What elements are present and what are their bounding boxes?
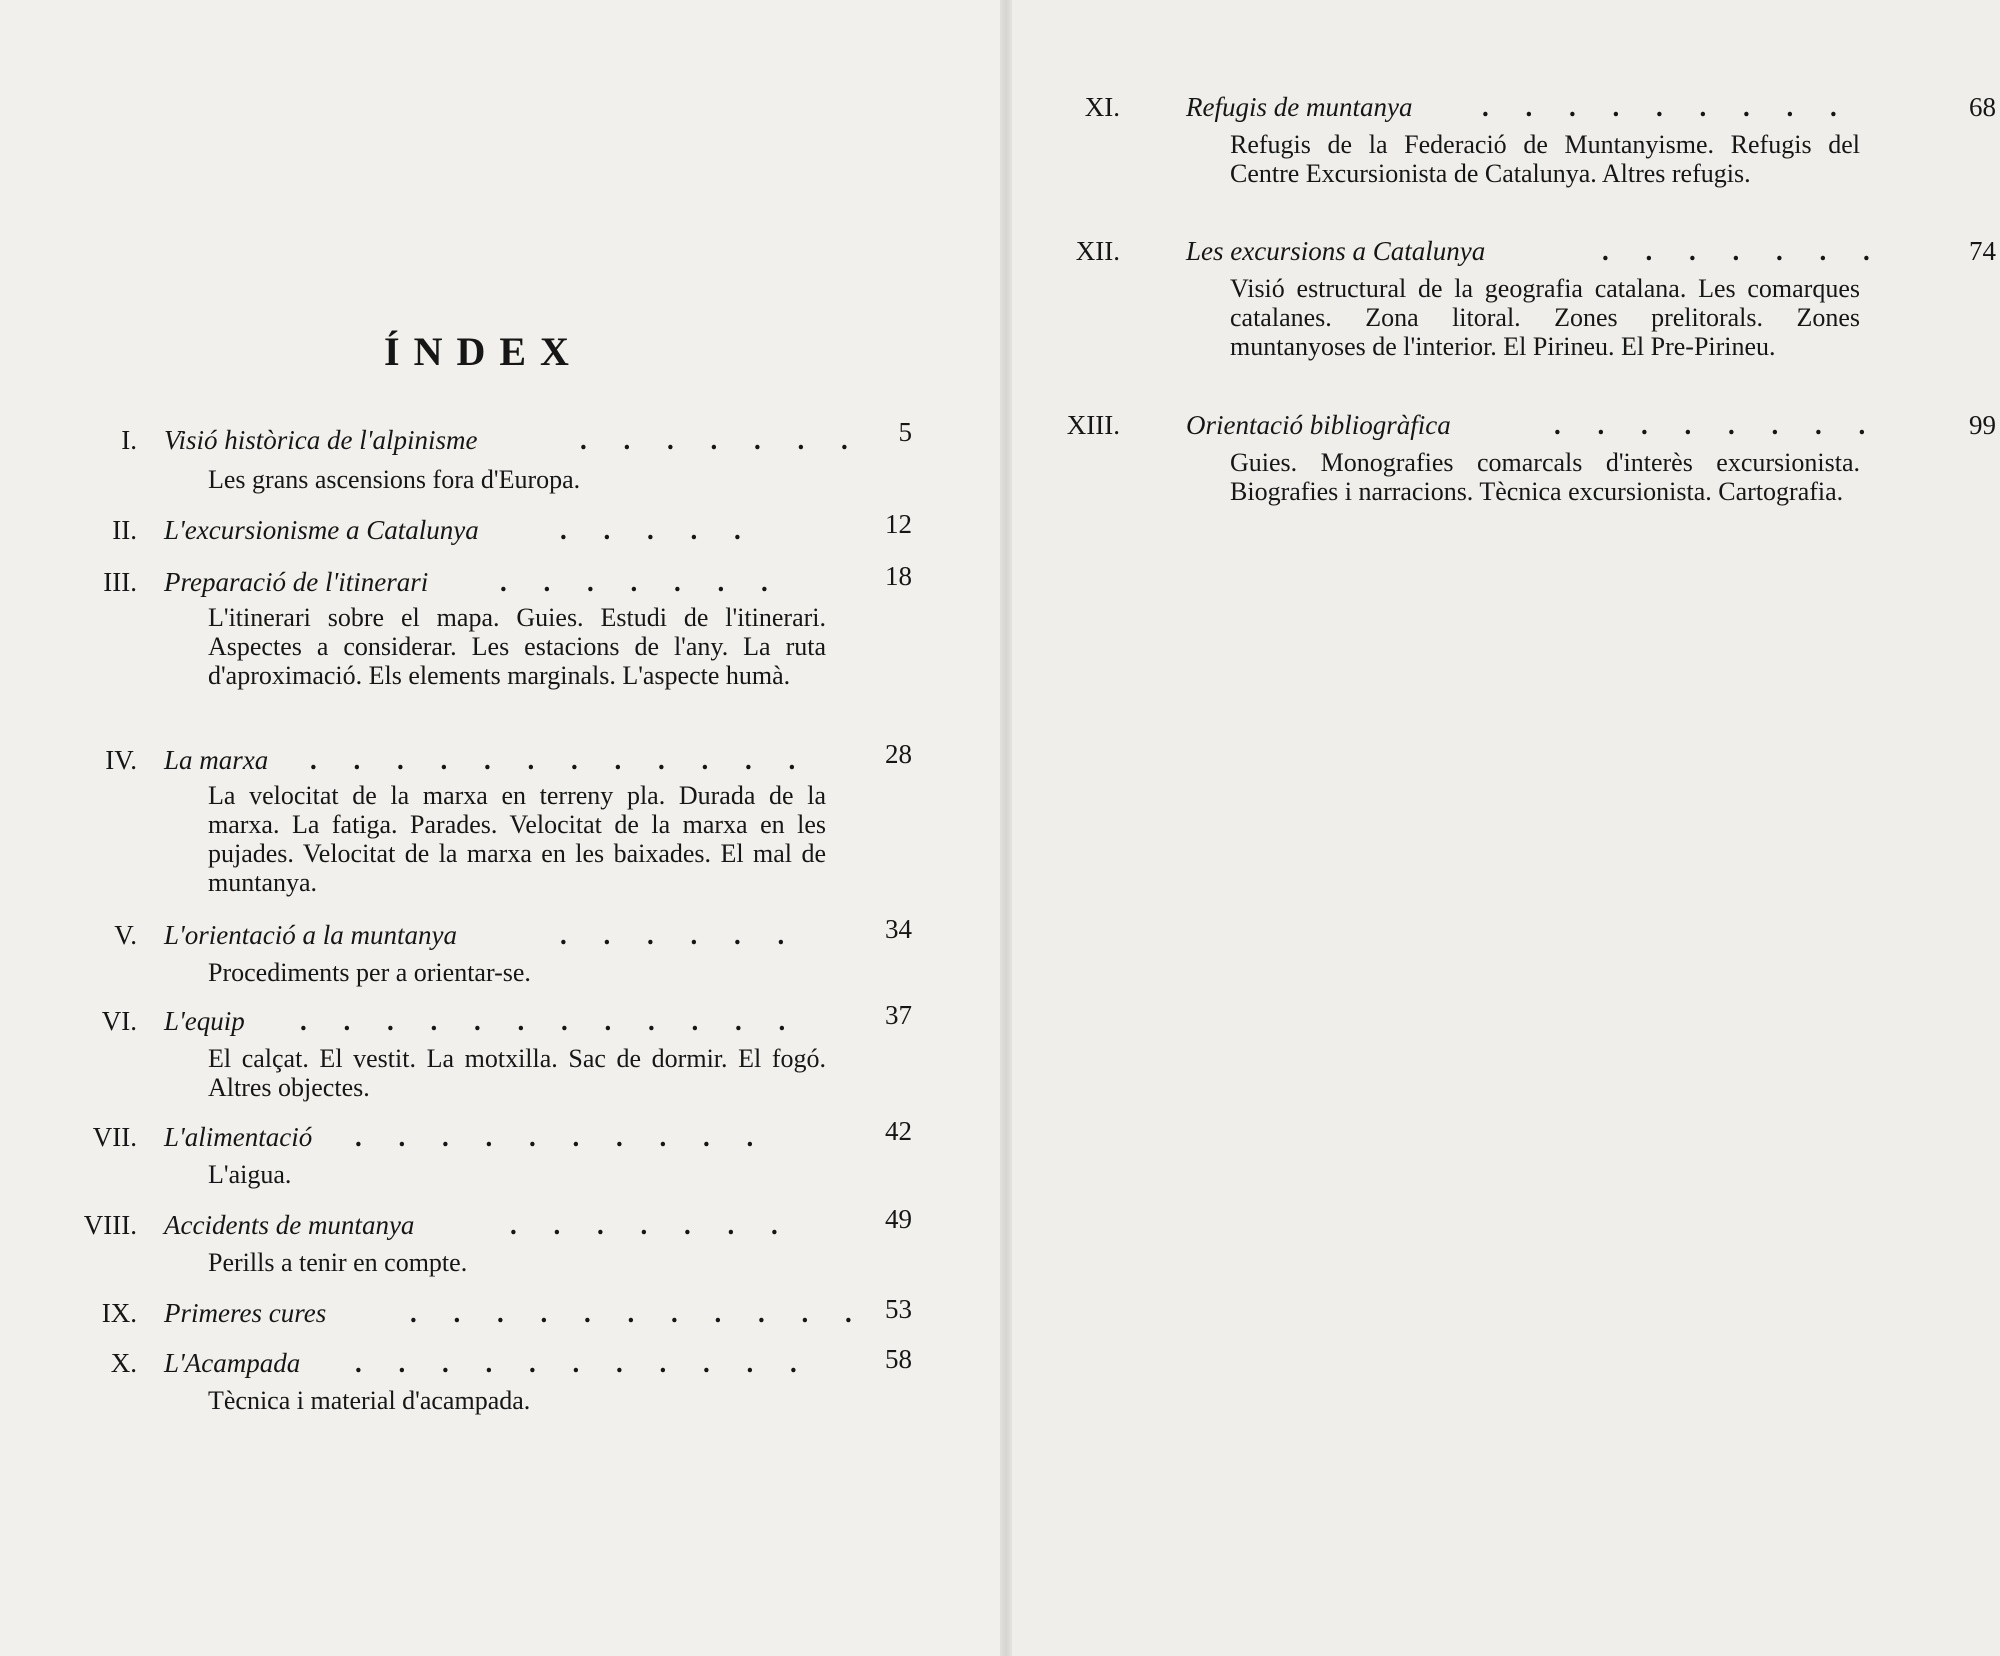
- chapter-number: II.: [112, 515, 137, 545]
- chapter-description: Guies. Monografies comarcals d'interès excursionista. Biografies i narracions. Tècnica excursionista. Cartografia.: [1230, 448, 1860, 506]
- leader-dots: . . . . . . . . . . . .: [310, 745, 811, 775]
- leader-dots: . . . . . . .: [580, 425, 863, 455]
- page-number: 12: [885, 509, 912, 539]
- page-number: 28: [885, 739, 912, 769]
- chapter-description: El calçat. El vestit. La motxilla. Sac de dormir. El fogó. Altres objectes.: [208, 1044, 826, 1102]
- chapter-description: Tècnica i material d'acampada.: [208, 1386, 531, 1415]
- chapter-description: Procediments per a orientar-se.: [208, 958, 531, 987]
- chapter-title: L'Acampada: [164, 1348, 301, 1378]
- page-number: 68: [1969, 92, 1996, 122]
- index-heading: ÍNDEX: [384, 329, 583, 374]
- leader-dots: . . . . . . .: [1602, 236, 1885, 266]
- toc-entry-11: [1012, 92, 2000, 188]
- chapter-description: La velocitat de la marxa en terreny pla. Durada de la marxa. La fatiga. Parades. Velocitat de la marxa en les pujades. Velocitat de la marxa en les baixades. El mal de muntanya.: [208, 781, 826, 897]
- chapter-number: VII.: [92, 1122, 137, 1152]
- toc-entry-13: [1012, 410, 2000, 506]
- toc-entry-7: [0, 1116, 1000, 1189]
- chapter-title: Les excursions a Catalunya: [1186, 236, 1486, 266]
- chapter-description: L'itinerari sobre el mapa. Guies. Estudi de l'itinerari. Aspectes a considerar. Les estacions de l'any. La ruta d'aproximació. Els elements marginals. L'aspecte humà.: [208, 603, 826, 690]
- page-number: 42: [885, 1116, 912, 1146]
- chapter-title: Preparació de l'itinerari: [164, 567, 429, 597]
- chapter-number: VIII.: [83, 1210, 137, 1240]
- chapter-description: Perills a tenir en compte.: [208, 1248, 468, 1277]
- chapter-description: Les grans ascensions fora d'Europa.: [208, 465, 581, 494]
- chapter-title: Accidents de muntanya: [164, 1210, 415, 1240]
- chapter-title: Orientació bibliogràfica: [1186, 410, 1451, 440]
- chapter-number: IX.: [101, 1298, 137, 1328]
- chapter-title: L'alimentació: [164, 1122, 313, 1152]
- chapter-number: XIII.: [1066, 410, 1120, 440]
- chapter-number: III.: [103, 567, 137, 597]
- page-number: 99: [1969, 410, 1996, 440]
- page-number: 5: [898, 417, 912, 447]
- chapter-number: XII.: [1075, 236, 1120, 266]
- leader-dots: . . . . . . .: [500, 567, 783, 597]
- chapter-title: L'equip: [164, 1006, 245, 1036]
- page-number: 18: [885, 561, 912, 591]
- chapter-title: La marxa: [164, 745, 269, 775]
- toc-entry-12: [1012, 236, 2000, 361]
- toc-entry-9: [0, 1294, 1000, 1336]
- leader-dots: . . . . . . . . .: [1482, 92, 1852, 122]
- toc-entry-6: [0, 1000, 1000, 1102]
- leader-dots: . . . . . . . . . . .: [410, 1298, 867, 1328]
- chapter-number: V.: [114, 920, 137, 950]
- toc-entry-4: [0, 739, 1000, 897]
- right-page: [1012, 0, 2000, 1656]
- page-number: 49: [885, 1204, 912, 1234]
- chapter-description: L'aigua.: [208, 1160, 292, 1189]
- chapter-title: L'excursionisme a Catalunya: [164, 515, 479, 545]
- toc-entry-5: [0, 914, 1000, 987]
- page-number: 37: [885, 1000, 912, 1030]
- leader-dots: . . . . . . . . . .: [355, 1122, 769, 1152]
- leader-dots: . . . . . . . .: [1554, 410, 1881, 440]
- chapter-number: IV.: [105, 745, 137, 775]
- page-number: 58: [885, 1344, 912, 1374]
- chapter-description: Visió estructural de la geografia catalana. Les comarques catalanes. Zona litoral. Zones prelitorals. Zones muntanyoses de l'interior. El Pirineu. El Pre-Pirineu.: [1230, 274, 1860, 361]
- leader-dots: . . . . . . . . . . .: [355, 1348, 812, 1378]
- page-number: 34: [885, 914, 912, 944]
- chapter-title: Visió històrica de l'alpinisme: [164, 425, 478, 455]
- leader-dots: . . . . .: [560, 515, 756, 545]
- chapter-number: XI.: [1084, 92, 1120, 122]
- toc-entry-8: [0, 1204, 1000, 1277]
- chapter-number: I.: [121, 425, 137, 455]
- toc-entry-10: [0, 1344, 1000, 1415]
- toc-entry-3: [0, 561, 1000, 690]
- toc-entry-1: [0, 417, 1000, 494]
- leader-dots: . . . . . . . . . . . .: [300, 1006, 801, 1036]
- leader-dots: . . . . . .: [560, 920, 800, 950]
- chapter-title: L'orientació a la muntanya: [164, 920, 458, 950]
- toc-entry-2: [0, 509, 1000, 553]
- chapter-title: Refugis de muntanya: [1186, 92, 1413, 122]
- leader-dots: . . . . . . .: [510, 1210, 793, 1240]
- chapter-number: VI.: [101, 1006, 137, 1036]
- chapter-number: X.: [110, 1348, 137, 1378]
- page-number: 53: [885, 1294, 912, 1324]
- chapter-title: Primeres cures: [164, 1298, 327, 1328]
- page-number: 74: [1969, 236, 1996, 266]
- chapter-description: Refugis de la Federació de Muntanyisme. Refugis del Centre Excursionista de Catalunya. Altres refugis.: [1230, 130, 1860, 188]
